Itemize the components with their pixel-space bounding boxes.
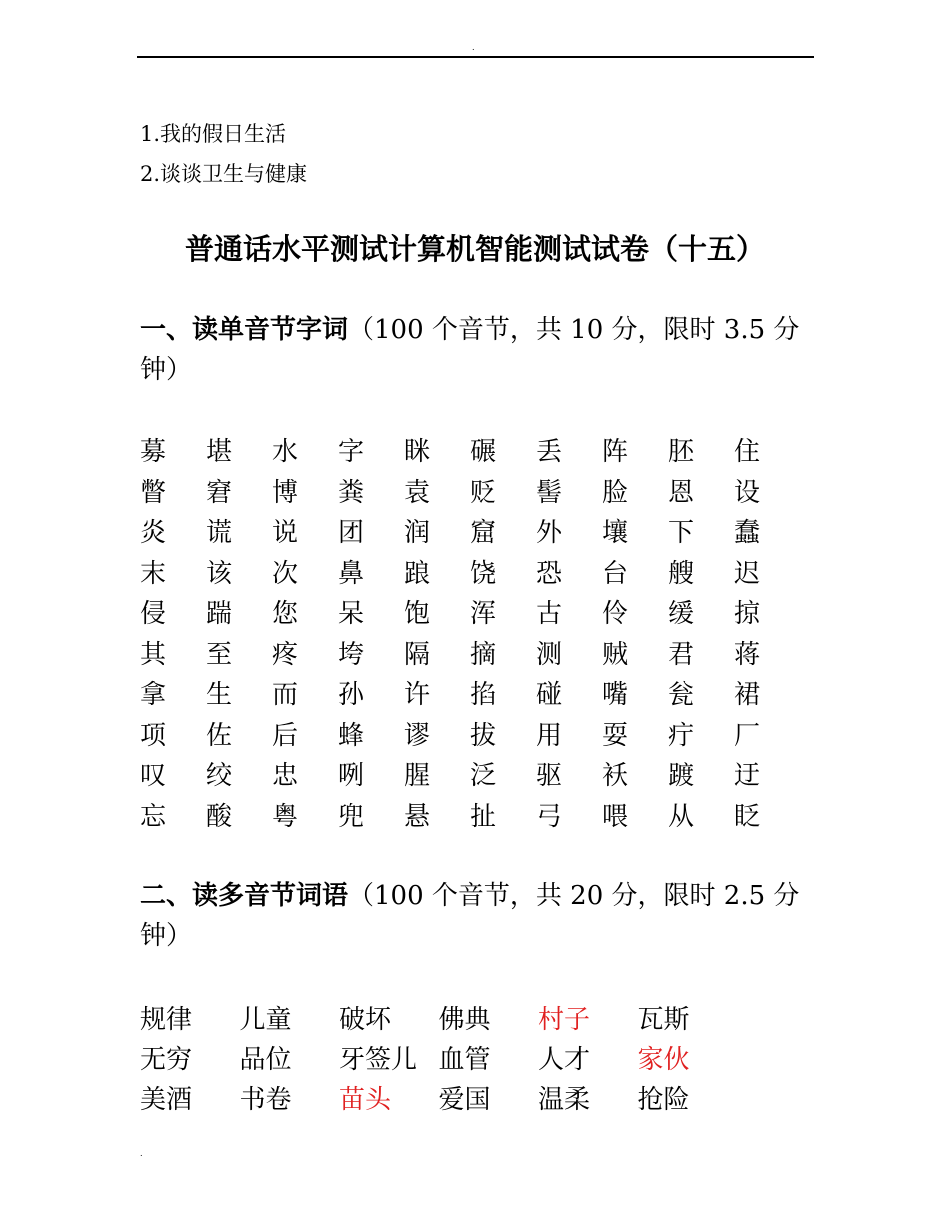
char-cell: 瞥	[140, 477, 167, 508]
char-cell: 绞	[206, 761, 233, 792]
section-1-note: （100 个音节，共 10 分，限时 3.5 分钟）	[140, 315, 800, 385]
char-cell: 伶	[602, 599, 629, 630]
char-cell: 掐	[470, 680, 497, 711]
char-cell: 呆	[338, 599, 365, 630]
char-cell: 住	[734, 437, 761, 468]
page-title: 普通话水平测试计算机智能测试试卷（十五）	[184, 232, 765, 266]
char-cell: 佐	[206, 720, 233, 751]
char-cell: 疔	[668, 720, 695, 751]
word-cell: 美酒	[140, 1085, 193, 1115]
highlighted-word: 苗头	[339, 1085, 392, 1115]
char-cell: 蠢	[734, 518, 761, 549]
char-cell: 募	[140, 437, 167, 468]
char-cell: 君	[668, 639, 695, 670]
char-cell: 堪	[206, 437, 233, 468]
header-dot: .	[472, 43, 475, 52]
footer-dot: .	[140, 1149, 143, 1158]
word-cell: 儿童	[239, 1005, 292, 1035]
char-cell: 窘	[206, 477, 233, 508]
char-row	[140, 513, 800, 554]
char-cell: 垮	[338, 639, 365, 670]
word-row	[140, 1080, 737, 1120]
word-cell: 牙签儿	[339, 1045, 418, 1075]
char-cell: 至	[206, 639, 233, 670]
char-cell: 袄	[602, 761, 629, 792]
char-cell: 粪	[338, 477, 365, 508]
char-cell: 后	[272, 720, 299, 751]
char-cell: 掠	[734, 599, 761, 630]
char-cell: 眯	[404, 437, 431, 468]
char-row	[140, 554, 800, 595]
section-1-heading	[140, 310, 800, 390]
char-cell: 侵	[140, 599, 167, 630]
char-cell: 字	[338, 437, 365, 468]
word-cell: 规律	[140, 1005, 193, 1035]
char-cell: 测	[536, 639, 563, 670]
char-cell: 其	[140, 639, 167, 670]
char-cell: 浑	[470, 599, 497, 630]
char-cell: 博	[272, 477, 299, 508]
char-cell: 袁	[404, 477, 431, 508]
char-cell: 下	[668, 518, 695, 549]
word-row	[140, 1000, 737, 1040]
char-cell: 从	[668, 801, 695, 832]
char-cell: 酸	[206, 801, 233, 832]
char-cell: 贬	[470, 477, 497, 508]
word-cell: 破坏	[339, 1005, 392, 1035]
char-cell: 艘	[668, 558, 695, 589]
char-cell: 忠	[272, 761, 299, 792]
char-cell: 丢	[536, 437, 563, 468]
word-cell: 品位	[239, 1045, 292, 1075]
char-cell: 谬	[404, 720, 431, 751]
char-cell: 贼	[602, 639, 629, 670]
char-cell: 耍	[602, 720, 629, 751]
char-cell: 胚	[668, 437, 695, 468]
char-cell: 厂	[734, 720, 761, 751]
char-cell: 蒋	[734, 639, 761, 670]
char-cell: 饶	[470, 558, 497, 589]
char-cell: 团	[338, 518, 365, 549]
char-cell: 裙	[734, 680, 761, 711]
char-cell: 外	[536, 518, 563, 549]
char-row	[140, 675, 800, 716]
char-cell: 忘	[140, 801, 167, 832]
char-cell: 恐	[536, 558, 563, 589]
word-cell: 人才	[538, 1045, 591, 1075]
char-cell: 拔	[470, 720, 497, 751]
char-cell: 该	[206, 558, 233, 589]
char-row	[140, 473, 800, 514]
char-row	[140, 594, 800, 635]
header-rule	[137, 56, 814, 58]
word-cell: 无穷	[140, 1045, 193, 1075]
char-cell: 古	[536, 599, 563, 630]
section-2-heading	[140, 876, 800, 956]
highlighted-word: 家伙	[637, 1045, 690, 1075]
char-cell: 次	[272, 558, 299, 589]
char-cell: 碰	[536, 680, 563, 711]
char-cell: 孙	[338, 680, 365, 711]
topic-item-2: 2.谈谈卫生与健康	[140, 162, 308, 186]
char-row	[140, 716, 800, 757]
section-2-note: （100 个音节，共 20 分，限时 2.5 分钟）	[140, 881, 800, 951]
word-cell: 温柔	[538, 1085, 591, 1115]
char-cell: 泛	[470, 761, 497, 792]
char-cell: 恩	[668, 477, 695, 508]
multi-syllable-words	[140, 1000, 737, 1120]
char-cell: 兜	[338, 801, 365, 832]
char-cell: 嘴	[602, 680, 629, 711]
char-cell: 摘	[470, 639, 497, 670]
char-cell: 台	[602, 558, 629, 589]
char-cell: 咧	[338, 761, 365, 792]
char-cell: 弓	[536, 801, 563, 832]
char-cell: 末	[140, 558, 167, 589]
char-row	[140, 432, 800, 473]
word-cell: 佛典	[438, 1005, 491, 1035]
char-cell: 瓮	[668, 680, 695, 711]
char-cell: 叹	[140, 761, 167, 792]
char-cell: 眨	[734, 801, 761, 832]
char-cell: 碾	[470, 437, 497, 468]
char-cell: 踉	[404, 558, 431, 589]
word-cell: 书卷	[239, 1085, 292, 1115]
section-1-title: 一、读单音节字词	[140, 315, 349, 345]
word-cell: 爱国	[438, 1085, 491, 1115]
char-cell: 饱	[404, 599, 431, 630]
topic-item-1: 1.我的假日生活	[140, 122, 287, 146]
char-cell: 而	[272, 680, 299, 711]
char-row	[140, 635, 800, 676]
char-cell: 蜂	[338, 720, 365, 751]
char-cell: 迟	[734, 558, 761, 589]
char-cell: 许	[404, 680, 431, 711]
char-cell: 壤	[602, 518, 629, 549]
char-cell: 生	[206, 680, 233, 711]
char-cell: 脸	[602, 477, 629, 508]
char-cell: 悬	[404, 801, 431, 832]
char-cell: 扯	[470, 801, 497, 832]
char-cell: 疼	[272, 639, 299, 670]
char-row	[140, 797, 800, 838]
word-cell: 瓦斯	[637, 1005, 690, 1035]
highlighted-word: 村子	[538, 1005, 591, 1035]
char-cell: 隔	[404, 639, 431, 670]
char-cell: 润	[404, 518, 431, 549]
single-syllable-grid	[140, 432, 800, 837]
char-cell: 腥	[404, 761, 431, 792]
char-cell: 谎	[206, 518, 233, 549]
char-cell: 缓	[668, 599, 695, 630]
char-cell: 驱	[536, 761, 563, 792]
char-cell: 您	[272, 599, 299, 630]
char-row	[140, 756, 800, 797]
section-2-title: 二、读多音节词语	[140, 881, 349, 911]
char-cell: 项	[140, 720, 167, 751]
char-cell: 说	[272, 518, 299, 549]
char-cell: 水	[272, 437, 299, 468]
char-cell: 设	[734, 477, 761, 508]
char-cell: 用	[536, 720, 563, 751]
word-row	[140, 1040, 737, 1080]
char-cell: 阵	[602, 437, 629, 468]
char-cell: 粤	[272, 801, 299, 832]
char-cell: 踱	[668, 761, 695, 792]
word-cell: 抢险	[637, 1085, 690, 1115]
char-cell: 鼻	[338, 558, 365, 589]
char-cell: 拿	[140, 680, 167, 711]
char-cell: 迂	[734, 761, 761, 792]
char-cell: 踹	[206, 599, 233, 630]
char-cell: 髻	[536, 477, 563, 508]
char-cell: 窟	[470, 518, 497, 549]
word-cell: 血管	[438, 1045, 491, 1075]
char-cell: 炎	[140, 518, 167, 549]
char-cell: 喂	[602, 801, 629, 832]
